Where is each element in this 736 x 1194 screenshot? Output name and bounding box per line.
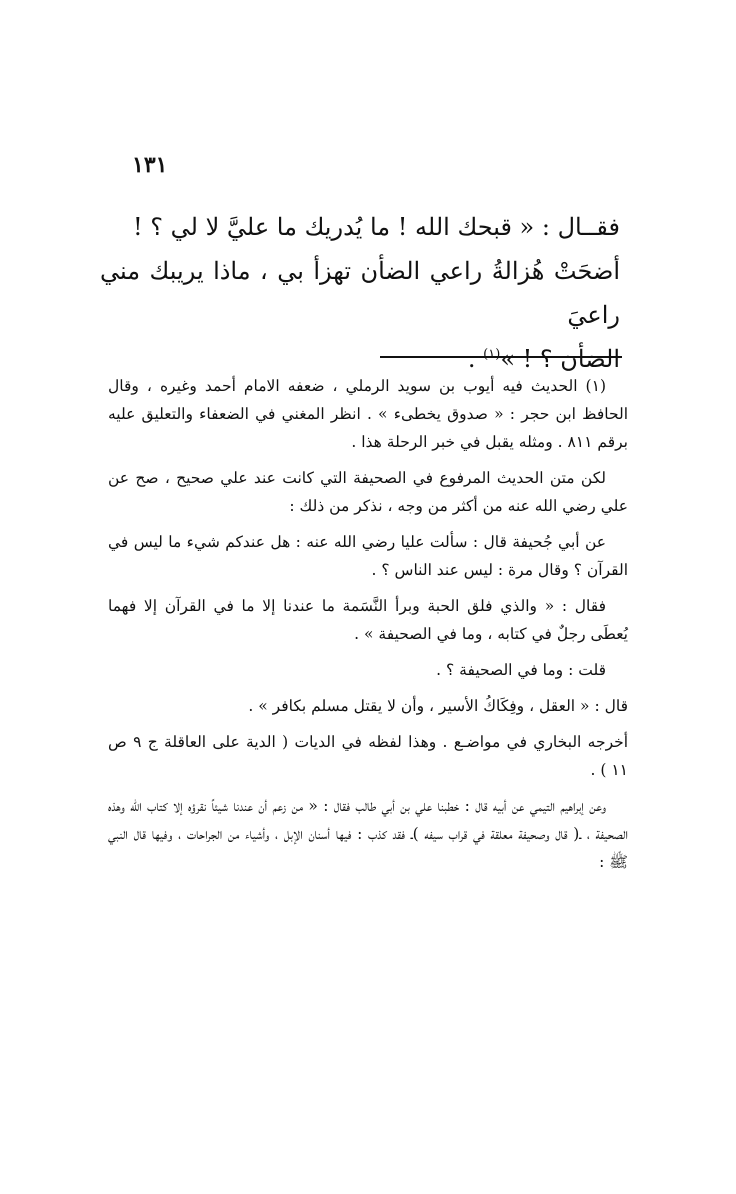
footnote-paragraph-6: قال : « العقل ، وفِكَاكُ الأسير ، وأن لا يقتل مسلم بكافر » .: [248, 697, 628, 715]
footnote-1: (١) الحديث فيه أيوب بن سويد الرملي ، ضعفه الامام أحمد وغيره ، وقال الحافظ ابن حجر : « صدوق يخطىء » . انظر المغني في الضعفاء والتعليق عليه برقم ٨١١ . ومثله يقبل في خبر الرحلة هذا .: [108, 377, 628, 451]
main-text-line-1: فقــال : « قبحك الله ! ما يُدريك ما عليَّ لا لي ؟ !: [132, 213, 620, 241]
main-text-line-3-text: الضأن ؟ ! »: [500, 345, 620, 373]
main-text: [100, 205, 620, 381]
footnotes: [108, 372, 628, 884]
footnote-paragraph-4: فقال : « والذي فلق الحبة وبرأ النَّسَمة ما عندنا إلا ما في القرآن إلا فهما يُعطَى رجلٌ في كتابه ، وما في الصحيفة » .: [108, 597, 628, 643]
footnote-paragraph-2: لكن متن الحديث المرفوع في الصحيفة التي كانت عند علي صحيح ، صح عن علي رضي الله عنه من أكثر من وجه ، نذكر من ذلك :: [108, 469, 628, 515]
main-text-line-2: أضحَتْ هُزالةُ راعي الضأن تهزأ بي ، ماذا يريبك مني راعيَ: [100, 257, 620, 329]
footnote-paragraph-8: وعن إبراهيم التيمي عن أبيه قال : خطبنا علي بن أبي طالب فقال : « من زعم أن عندنا شيئاً نقرؤه إلا كتاب الله وهذه الصحيفة ، ـ( قال وصحيفة معلقة في قراب سيفه )ـ فقد كذب : فيها أسنان الإبل ، وأشياء من الجراحات ، وفيها قال النبي ﷺ :: [108, 797, 628, 871]
footnote-divider: [380, 356, 622, 358]
footnote-paragraph-3: عن أبي جُحيفة قال : سألت عليا رضي الله عنه : هل عندكم شيء ما ليس في القرآن ؟ وقال مرة : ليس عند الناس ؟ .: [108, 533, 628, 579]
footnote-paragraph-7: أخرجه البخاري في مواضـع . وهذا لفظه في الديات ( الدية على العاقلة ج ٩ ص ١١ ) .: [108, 733, 629, 779]
main-text-line-3-period: .: [467, 345, 476, 373]
footnote-reference: (١): [483, 347, 501, 362]
footnote-paragraph-5: قلت : وما في الصحيفة ؟ .: [436, 661, 606, 679]
page-number: ١٣١: [132, 152, 168, 178]
